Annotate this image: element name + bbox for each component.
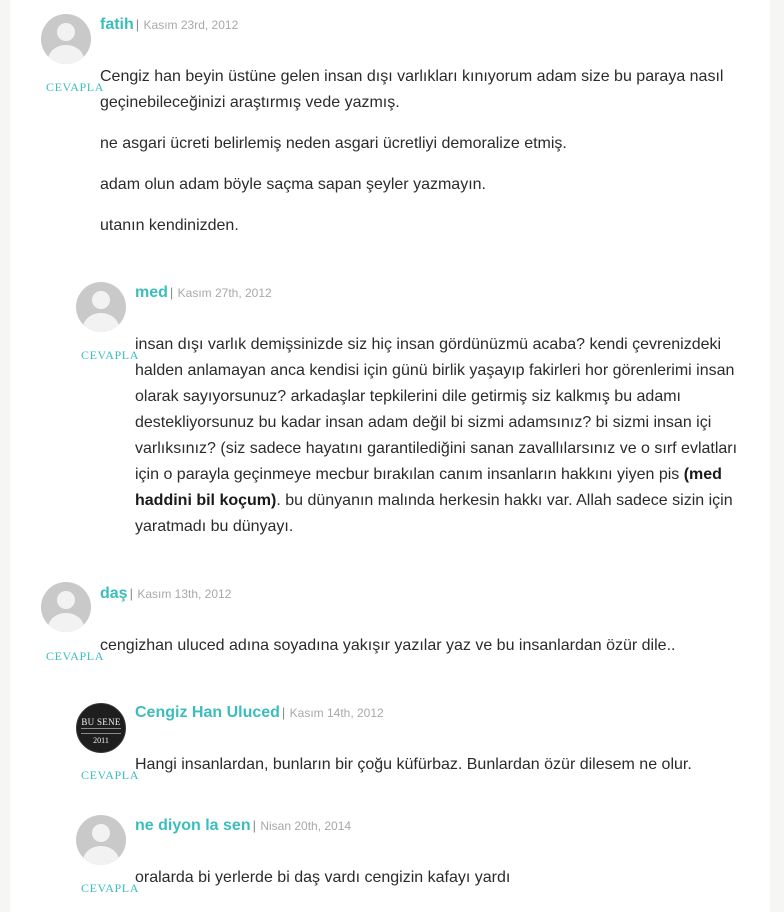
default-avatar-icon bbox=[41, 14, 91, 64]
comment-body bbox=[135, 865, 745, 891]
default-avatar-icon bbox=[76, 815, 126, 865]
comment-date: Kasım 13th, 2012 bbox=[137, 587, 232, 601]
comment-author[interactable]: ne diyon la sen bbox=[135, 817, 251, 834]
comment-paragraph: ne asgari ücreti belirlemiş neden asgari ücretliyi demoralize etmiş. bbox=[100, 135, 567, 152]
comment-bold-text: (med haddini bil koçum) bbox=[135, 466, 722, 509]
comment-author[interactable]: fatih bbox=[100, 16, 134, 33]
comment-body bbox=[100, 633, 740, 659]
comment-meta: Cengiz Han Uluced | Kasım 14th, 2012 bbox=[135, 704, 384, 721]
comment-body bbox=[135, 332, 745, 540]
default-avatar-icon bbox=[41, 582, 91, 632]
comment-paragraph: utanın kendinizden. bbox=[100, 217, 239, 234]
comment-meta: fatih | Kasım 23rd, 2012 bbox=[100, 16, 239, 33]
comment-body bbox=[100, 64, 736, 239]
comment-author[interactable]: daş bbox=[100, 585, 128, 602]
comment-body bbox=[135, 752, 745, 778]
comment-paragraph: Hangi insanlardan, bunların bir çoğu küfürbaz. Bunlardan özür dilesem ne olur. bbox=[135, 756, 692, 773]
comment-date: Kasım 14th, 2012 bbox=[289, 706, 384, 720]
default-avatar-icon bbox=[76, 282, 126, 332]
comment-paragraph: cengizhan uluced adına soyadına yakışır yazılar yaz ve bu insanlardan özür dile.. bbox=[100, 637, 676, 654]
comment-paragraph: adam olun adam böyle saçma sapan şeyler yazmayın. bbox=[100, 176, 486, 193]
reply-button[interactable]: CEVAPLA bbox=[81, 348, 139, 362]
reply-button[interactable]: CEVAPLA bbox=[46, 80, 104, 94]
avatar-caption: BU SENE bbox=[81, 717, 121, 727]
comment-meta: daş | Kasım 13th, 2012 bbox=[100, 585, 232, 602]
comment-paragraph: Cengiz han beyin üstüne gelen insan dışı varlıkları kınıyorum adam size bu paraya nasıl geçinebileceğinizi araştırmış vede yazmış. bbox=[100, 68, 724, 111]
comment-date: Kasım 23rd, 2012 bbox=[143, 18, 239, 32]
comment-text: . bu dünyanın malında herkesin hakkı var. Allah sadece sizin için yaratmadı bu dünyayı. bbox=[135, 492, 733, 535]
bu-sene-2011-avatar-icon bbox=[76, 703, 126, 753]
comment-author[interactable]: Cengiz Han Uluced bbox=[135, 704, 280, 721]
comment-author[interactable]: med bbox=[135, 284, 168, 301]
comment-paragraph bbox=[135, 332, 745, 540]
comment-meta: med | Kasım 27th, 2012 bbox=[135, 284, 272, 301]
comment-date: Nisan 20th, 2014 bbox=[260, 819, 352, 833]
page-left-margin bbox=[0, 0, 10, 912]
avatar-year: 2011 bbox=[93, 736, 109, 745]
reply-button[interactable]: CEVAPLA bbox=[81, 881, 139, 895]
reply-button[interactable]: CEVAPLA bbox=[46, 649, 104, 663]
comment-paragraph: oralarda bi yerlerde bi daş vardı cengizin kafayı yardı bbox=[135, 869, 511, 886]
comment-text: insan dışı varlık demişsinizde siz hiç insan gördünüzmü acaba? kendi çevrenizdeki halden anlamayan anca kendisi için günü birlik yaşayıp fakirleri hor görenlerimi insan olarak sayıyorsunuz? arkadaşlar tepkilerini dile getirmiş siz kalkmış bu adamı destekliyorsunuz bu kadar insan adam değil bi sizmi adamsınız? bi sizmi insan içi varlıksınız? (siz sadece hayatını garantilediğini sanan zavallılarsınız ve o sırf evlatları için o parayla geçinmeye mecbur bırakılan canım insanların hakkını yiyen pis bbox=[135, 336, 738, 483]
page-right-margin bbox=[770, 0, 784, 912]
comment-meta: ne diyon la sen | Nisan 20th, 2014 bbox=[135, 817, 352, 834]
reply-button[interactable]: CEVAPLA bbox=[81, 768, 139, 782]
comment-date: Kasım 27th, 2012 bbox=[177, 286, 272, 300]
